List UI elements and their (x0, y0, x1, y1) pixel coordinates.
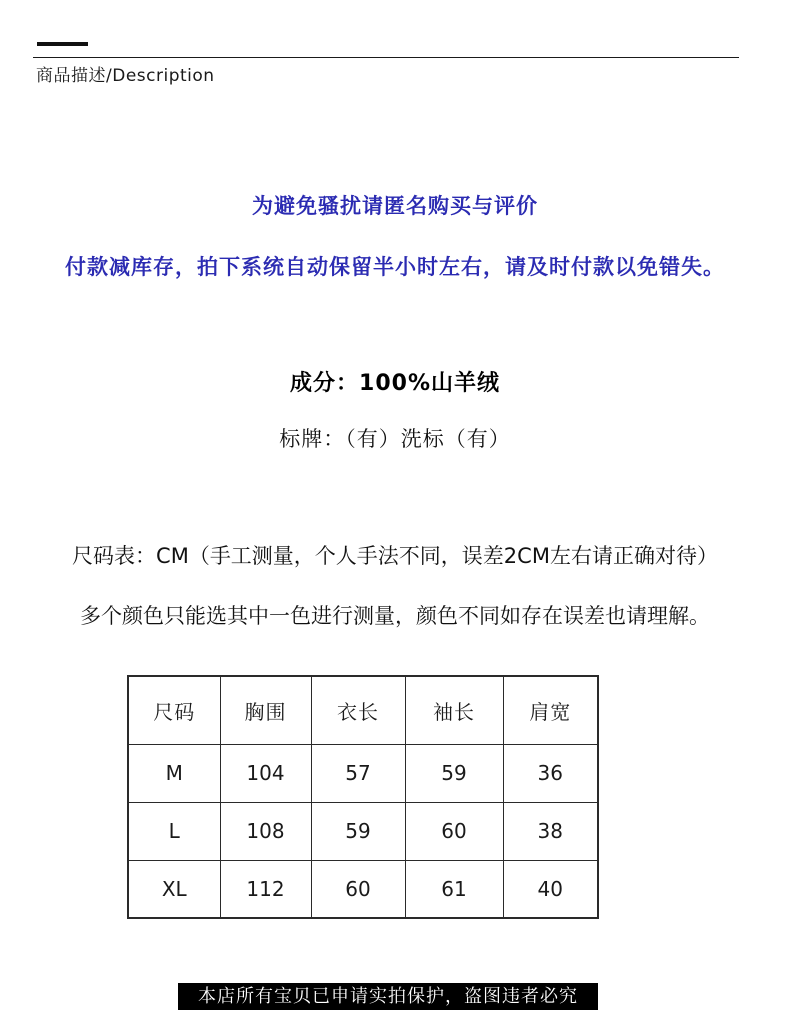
size-chart-note-2: 多个颜色只能选其中一色进行测量，颜色不同如存在误差也请理解。 (80, 604, 710, 628)
cell-bust: 108 (220, 802, 311, 860)
column-header-length: 衣长 (311, 676, 405, 744)
cell-sleeve: 61 (405, 860, 503, 918)
cell-bust: 104 (220, 744, 311, 802)
table-row-xl (128, 860, 598, 918)
cell-shoulder: 38 (503, 802, 598, 860)
composition-line: 成分：100%山羊绒 (290, 371, 500, 396)
labels-line: 标牌：（有）洗标（有） (279, 427, 511, 451)
cell-sleeve: 60 (405, 802, 503, 860)
cell-sleeve: 59 (405, 744, 503, 802)
payment-reminder-notice: 付款减库存，拍下系统自动保留半小时左右，请及时付款以免错失。 (65, 255, 725, 279)
cell-size: XL (128, 860, 220, 918)
table-row-l (128, 802, 598, 860)
header-divider-line (33, 57, 739, 58)
cell-size: L (128, 802, 220, 860)
cell-shoulder: 36 (503, 744, 598, 802)
cell-length: 60 (311, 860, 405, 918)
anti-theft-banner: 本店所有宝贝已申请实拍保护，盗图违者必究 (178, 983, 598, 1010)
header-accent-bar (37, 42, 88, 46)
cell-bust: 112 (220, 860, 311, 918)
size-chart-note-1: 尺码表：CM（手工测量，个人手法不同，误差2CM左右请正确对待） (72, 544, 718, 568)
anonymous-purchase-notice: 为避免骚扰请匿名购买与评价 (252, 194, 538, 218)
column-header-sleeve: 袖长 (405, 676, 503, 744)
column-header-size: 尺码 (128, 676, 220, 744)
cell-shoulder: 40 (503, 860, 598, 918)
size-chart-header-row (128, 676, 598, 744)
table-row-m (128, 744, 598, 802)
cell-size: M (128, 744, 220, 802)
column-header-shoulder: 肩宽 (503, 676, 598, 744)
size-chart-table (127, 675, 599, 919)
column-header-bust: 胸围 (220, 676, 311, 744)
cell-length: 59 (311, 802, 405, 860)
section-title: 商品描述/Description (36, 66, 215, 86)
cell-length: 57 (311, 744, 405, 802)
